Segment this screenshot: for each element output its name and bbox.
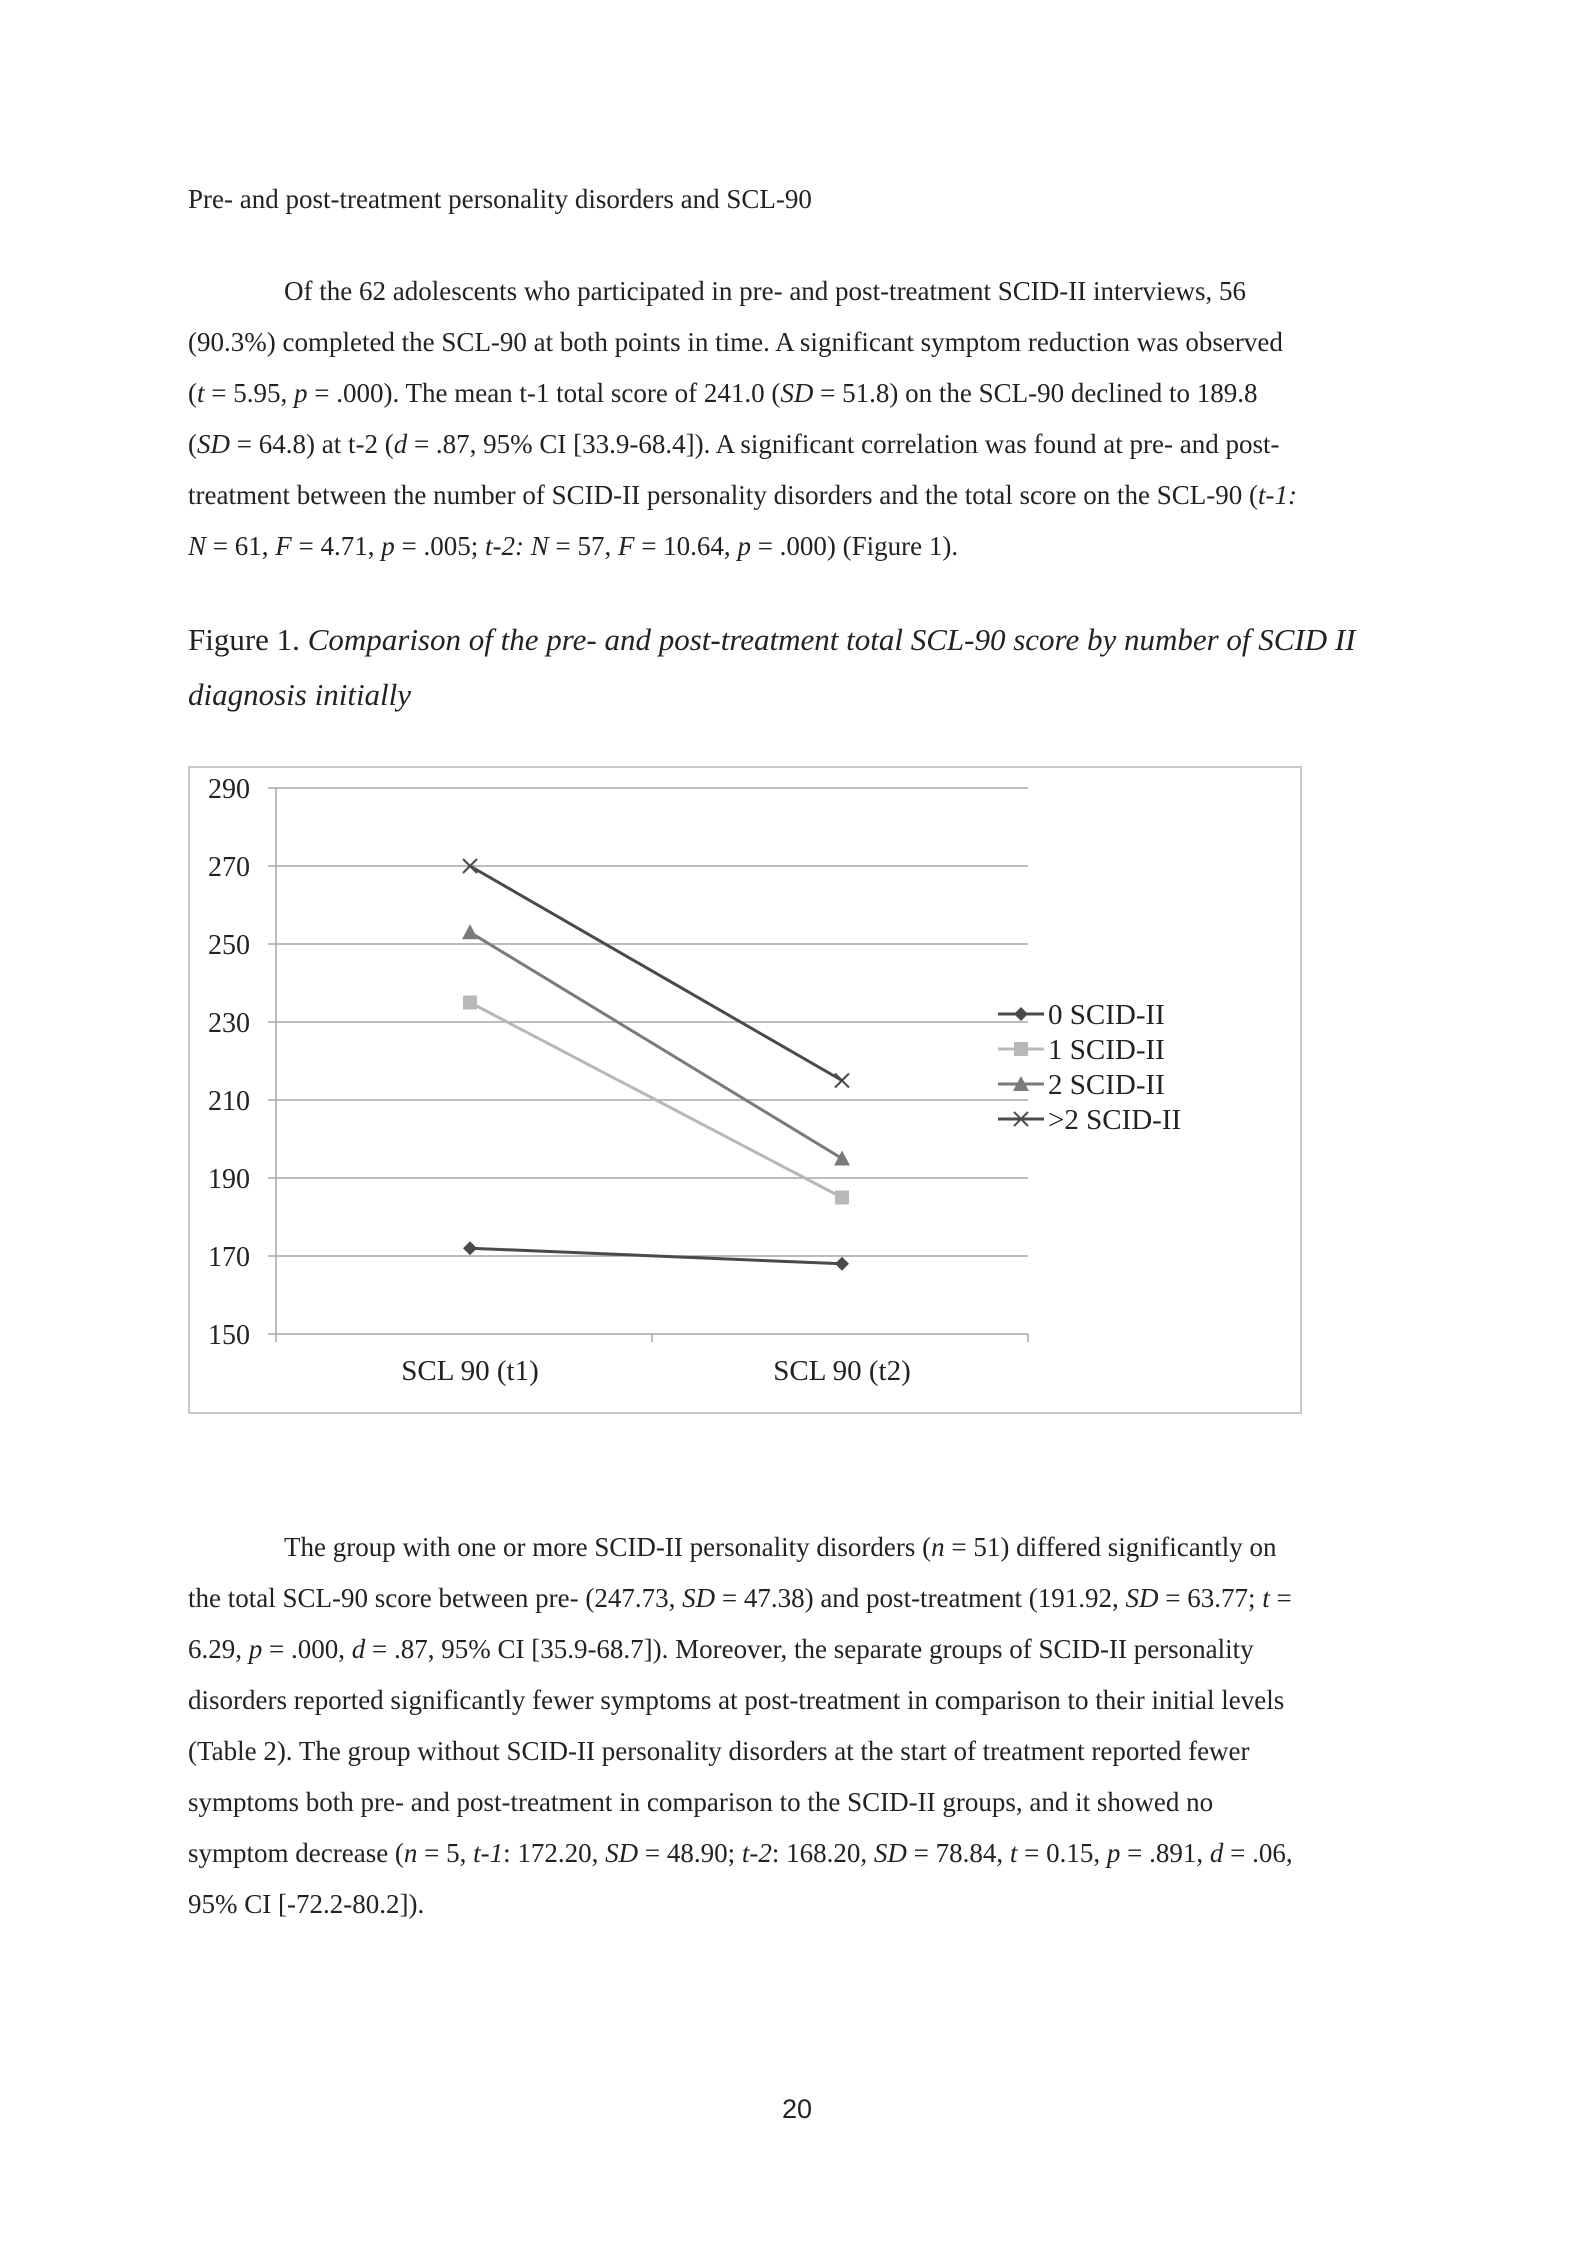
line-chart (190, 768, 1300, 1412)
text-run: = .005; (394, 531, 485, 561)
italic-run: SD (605, 1838, 639, 1868)
italic-run: n (403, 1838, 418, 1868)
text-run: = (1269, 1583, 1292, 1613)
text-run: = 47.38) and post-treatment (191.92, (715, 1583, 1126, 1613)
text-run: : 172.20, (503, 1838, 606, 1868)
x-tick-label: SCL 90 (t1) (401, 1355, 539, 1387)
section-heading: Pre- and post-treatment personality disorders and SCL-90 (188, 184, 812, 214)
y-tick-label: 230 (208, 1008, 250, 1039)
y-tick-label: 290 (208, 774, 250, 805)
legend-label: 2 SCID-II (1048, 1069, 1165, 1101)
figure-caption (188, 612, 1418, 722)
series-line-2-scid-ii (470, 866, 842, 1081)
text-run: 6.29, (188, 1634, 249, 1664)
y-tick-label: 270 (208, 852, 250, 883)
text-run: = 61, (206, 531, 276, 561)
text-run: The group with one or more SCID-II personality disorders ( (284, 1532, 932, 1562)
italic-run: t-2: N (484, 531, 549, 561)
text-run: = 57, (548, 531, 618, 561)
figure-label: Figure 1. (188, 622, 308, 657)
text-run: = .000). The mean t-1 total score of 241.0 ( (307, 378, 781, 408)
text-line (188, 1879, 1408, 1930)
data-point-2-scid-ii (835, 1074, 849, 1088)
data-point-2-scid-ii (834, 1151, 850, 1166)
text-line (188, 1675, 1408, 1726)
text-line (188, 419, 1408, 470)
text-run: disorders reported significantly fewer symptoms at post-treatment in comparison to their initial levels (188, 1685, 1285, 1715)
text-line (188, 1726, 1408, 1777)
text-run: = .87, 95% CI [33.9-68.4]). A significant correlation was found at pre- and post- (407, 429, 1280, 459)
italic-run: p (248, 1634, 263, 1664)
text-run: = 10.64, (634, 531, 738, 561)
text-line (188, 368, 1408, 419)
text-run: symptom decrease ( (188, 1838, 404, 1868)
italic-run: t (1262, 1583, 1270, 1613)
text-run: (90.3%) completed the SCL-90 at both points in time. A significant symptom reduction was observed (188, 327, 1283, 357)
text-run: = .000) (Figure 1). (750, 531, 959, 561)
y-tick-label: 170 (208, 1242, 250, 1273)
italic-run: t-1: (1257, 480, 1297, 510)
text-run: = 5, (417, 1838, 474, 1868)
figure-caption-line-1 (188, 612, 1418, 667)
text-run: = 48.90; (638, 1838, 742, 1868)
italic-run: SD (682, 1583, 716, 1613)
italic-run: p (294, 378, 308, 408)
series-line-2-scid-ii (470, 932, 842, 1158)
text-run: = 64.8) at t-2 ( (230, 429, 394, 459)
text-line (188, 1624, 1408, 1675)
data-point-0-scid-ii (463, 1241, 477, 1255)
text-run: the total SCL-90 score between pre- (247.73, (188, 1583, 683, 1613)
italic-run: d (393, 429, 408, 459)
figure-caption-line-2 (188, 667, 1418, 722)
legend-marker-1-scid-ii (1014, 1042, 1028, 1056)
text-line (188, 521, 1408, 572)
text-line (188, 317, 1408, 368)
text-line (188, 266, 1408, 317)
legend-label: 0 SCID-II (1048, 999, 1165, 1031)
italic-run: t-1 (473, 1838, 504, 1868)
text-run: = 78.84, (906, 1838, 1010, 1868)
italic-run: SD (197, 429, 230, 459)
text-run: = 51.8) on the SCL-90 declined to 189.8 (813, 378, 1258, 408)
italic-run: F (275, 531, 292, 561)
text-run: = 5.95, (204, 378, 294, 408)
italic-run: d (1209, 1838, 1224, 1868)
text-run: treatment between the number of SCID-II personality disorders and the total score on the SCL-90 ( (188, 480, 1258, 510)
italic-run: p (381, 531, 395, 561)
italic-run: t-2 (741, 1838, 772, 1868)
y-tick-label: 190 (208, 1164, 250, 1195)
italic-run: SD (873, 1838, 907, 1868)
data-point-2-scid-ii (462, 924, 478, 939)
text-run: symptoms both pre- and post-treatment in comparison to the SCID-II groups, and it showed no (188, 1787, 1214, 1817)
italic-run: F (617, 531, 635, 561)
paragraph-2 (188, 1522, 1408, 1930)
data-point-1-scid-ii (463, 996, 477, 1010)
page-number: 20 (781, 2094, 813, 2124)
text-run: = 63.77; (1158, 1583, 1263, 1613)
text-line (188, 1777, 1408, 1828)
italic-run: t (1009, 1838, 1018, 1868)
text-line (188, 1828, 1408, 1879)
italic-run: p (737, 531, 751, 561)
italic-run: SD (780, 378, 814, 408)
y-tick-label: 250 (208, 930, 250, 961)
figure-title-cont: diagnosis initially (188, 677, 412, 712)
italic-run: p (1106, 1838, 1121, 1868)
chart-frame (188, 766, 1302, 1414)
text-run: = 4.71, (291, 531, 382, 561)
text-run: = 51) differed significantly on (944, 1532, 1277, 1562)
text-run: = 0.15, (1017, 1838, 1107, 1868)
text-run: = .891, (1120, 1838, 1210, 1868)
text-run: Of the 62 adolescents who participated in pre- and post-treatment SCID-II interviews, 56 (284, 276, 1246, 306)
data-point-1-scid-ii (835, 1191, 849, 1205)
legend-label: 1 SCID-II (1048, 1034, 1165, 1066)
figure-title: Comparison of the pre- and post-treatment total SCL-90 score by number of SCID II (307, 622, 1356, 657)
y-tick-label: 150 (208, 1320, 250, 1351)
text-run: 95% CI [-72.2-80.2]). (188, 1889, 425, 1919)
text-line (188, 470, 1408, 521)
italic-run: N (188, 531, 207, 561)
text-line (188, 1573, 1408, 1624)
text-run: = .87, 95% CI [35.9-68.7]). Moreover, the separate groups of SCID-II personality (365, 1634, 1254, 1664)
text-run: ( (188, 378, 197, 408)
y-tick-label: 210 (208, 1086, 250, 1117)
legend-marker-0-scid-ii (1014, 1007, 1028, 1021)
text-run: : 168.20, (771, 1838, 874, 1868)
text-run: = .000, (262, 1634, 352, 1664)
italic-run: SD (1125, 1583, 1159, 1613)
legend-label: >2 SCID-II (1048, 1104, 1182, 1136)
text-run: = .06, (1223, 1838, 1293, 1868)
text-run: ( (188, 429, 197, 459)
x-tick-label: SCL 90 (t2) (773, 1355, 911, 1387)
text-line (188, 1522, 1408, 1573)
italic-run: n (931, 1532, 945, 1562)
italic-run: d (351, 1634, 366, 1664)
text-run: (Table 2). The group without SCID-II personality disorders at the start of treatment reported fewer (188, 1736, 1250, 1766)
paragraph-1 (188, 266, 1408, 572)
italic-run: t (197, 378, 205, 408)
data-point-0-scid-ii (835, 1257, 849, 1271)
